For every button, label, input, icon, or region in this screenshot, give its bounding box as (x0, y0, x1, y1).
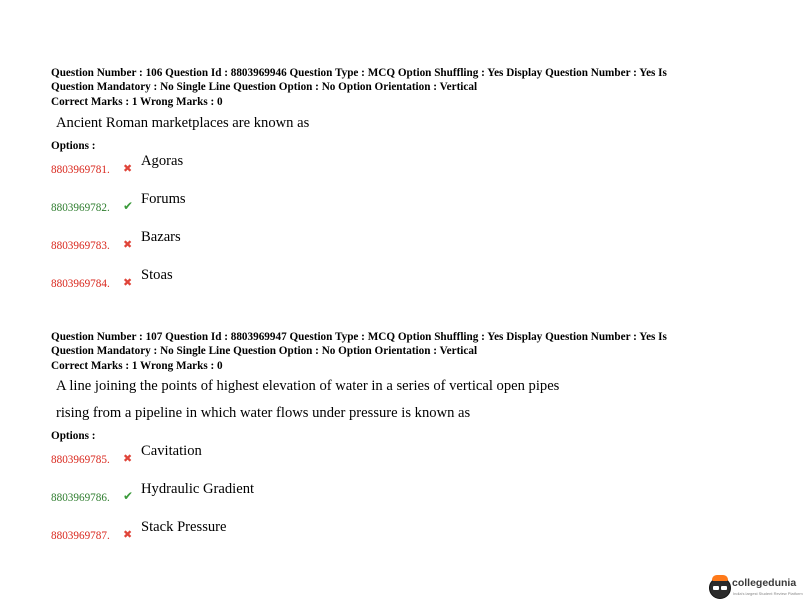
option-row (51, 442, 751, 480)
cross-icon: ✖ (123, 238, 133, 251)
logo-tagline: India's largest Student Review Platform (733, 591, 803, 596)
question-meta-line-2: Question Mandatory : No Single Line Question Option : No Option Orientation : Vertical (51, 345, 478, 358)
cross-icon: ✖ (123, 528, 133, 541)
option-id: 8803969781. (51, 163, 110, 176)
option-text: Stoas (141, 266, 173, 283)
question-marks: Correct Marks : 1 Wrong Marks : 0 (51, 359, 223, 372)
option-id: 8803969787. (51, 529, 110, 542)
question-107 (51, 330, 751, 556)
option-id: 8803969784. (51, 277, 110, 290)
option-id: 8803969786. (51, 491, 110, 504)
option-row (51, 228, 751, 266)
option-row (51, 480, 751, 518)
cross-icon: ✖ (123, 452, 133, 465)
checkmark-icon: ✔ (123, 488, 134, 503)
option-row (51, 518, 751, 556)
option-text: Forums (141, 190, 186, 207)
cross-icon: ✖ (123, 276, 133, 289)
option-text: Stack Pressure (141, 518, 227, 535)
option-id: 8803969782. (51, 201, 110, 214)
logo-name: collegedunia (732, 577, 797, 589)
cross-icon: ✖ (123, 162, 133, 175)
option-text: Bazars (141, 228, 181, 245)
question-meta-line-1: Question Number : 106 Question Id : 8803969946 Question Type : MCQ Option Shuffling : Yes Display Question Number : Yes Is (51, 67, 667, 79)
option-row (51, 190, 751, 228)
options-label: Options : (51, 139, 96, 152)
option-id: 8803969783. (51, 239, 110, 252)
option-row (51, 152, 751, 190)
question-text: Ancient Roman marketplaces are known as (56, 114, 310, 131)
option-id: 8803969785. (51, 453, 110, 466)
question-text-line-2: rising from a pipeline in which water flows under pressure is known as (56, 404, 471, 421)
mascot-icon (709, 577, 731, 599)
option-text: Agoras (141, 152, 184, 169)
options-label: Options : (51, 429, 96, 442)
option-text: Cavitation (141, 442, 202, 459)
option-row (51, 266, 751, 304)
question-meta-line-1: Question Number : 107 Question Id : 8803969947 Question Type : MCQ Option Shuffling : Yes Display Question Number : Yes Is (51, 331, 667, 343)
question-text-line-1: A line joining the points of highest elevation of water in a series of vertical open pipes (56, 377, 560, 394)
checkmark-icon: ✔ (123, 198, 134, 213)
question-meta-line-2: Question Mandatory : No Single Line Question Option : No Option Orientation : Vertical (51, 81, 478, 94)
question-106 (51, 66, 751, 304)
option-text: Hydraulic Gradient (141, 480, 255, 497)
question-marks: Correct Marks : 1 Wrong Marks : 0 (51, 95, 223, 108)
